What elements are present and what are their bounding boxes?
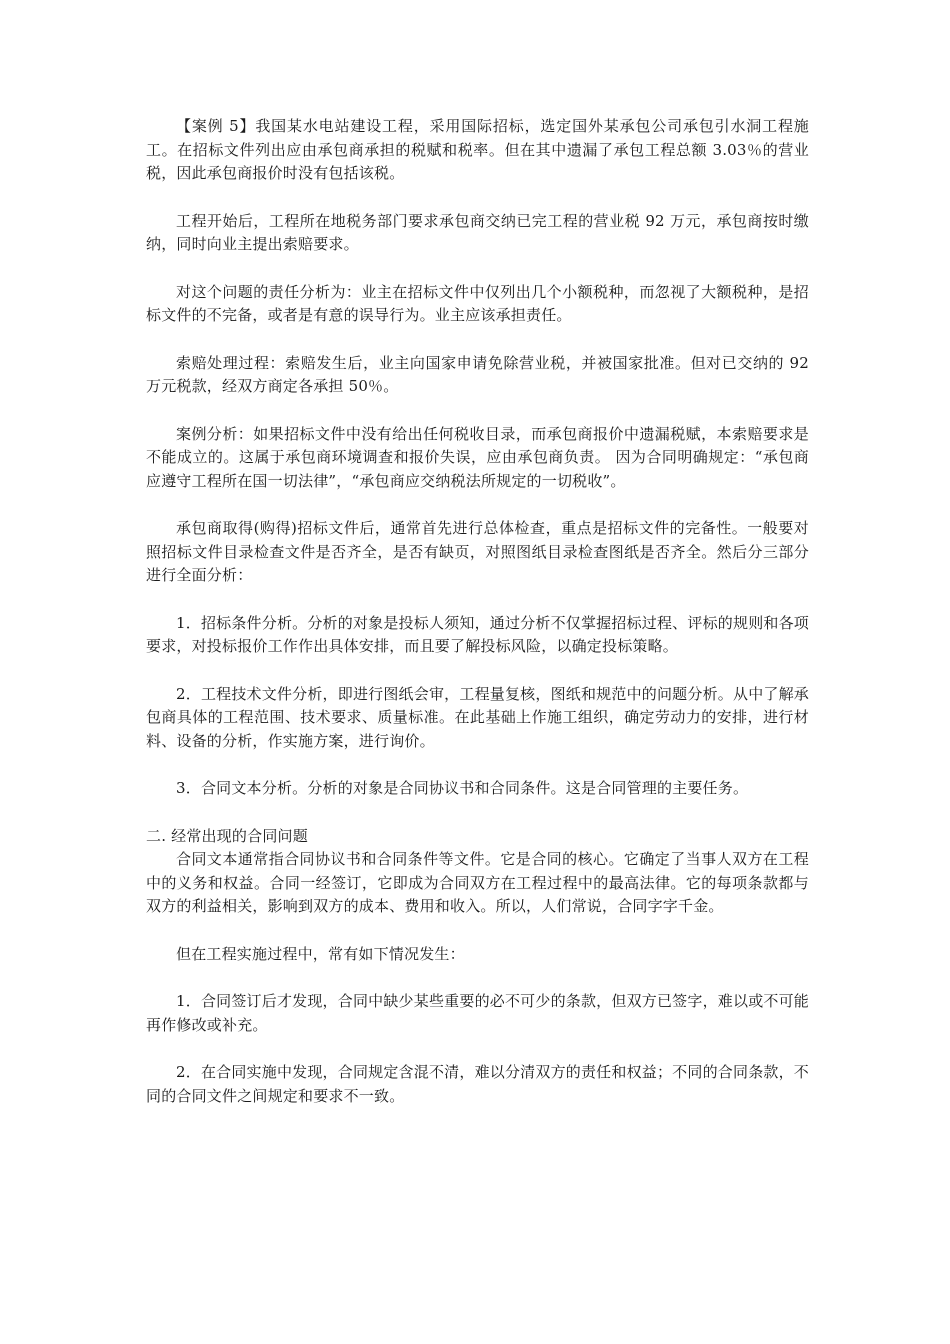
- responsibility-analysis-paragraph: 对这个问题的责任分析为：业主在招标文件中仅列出几个小额税种，而忽视了大额税种，是招标文件的不完备，或者是有意的误导行为。业主应该承担责任。: [146, 282, 809, 324]
- list-item-tender-conditions: 1．招标条件分析。分析的对象是投标人须知，通过分析不仅掌握招标过程、评标的规则和各项要求，对投标报价工作作出具体安排，而且要了解投标风险，以确定投标策略。: [146, 613, 809, 655]
- case-intro-paragraph: 【案例 5】我国某水电站建设工程，采用国际招标，选定国外某承包公司承包引水洞工程施工。在招标文件列出应由承包商承担的税赋和税率。但在其中遗漏了承包工程总额 3.03％的营业税，因此承包商报价时没有包括该税。: [146, 117, 809, 182]
- contract-text-paragraph: 合同文本通常指合同协议书和合同条件等文件。它是合同的核心。它确定了当事人双方在工程中的义务和权益。合同一经签订，它即成为合同双方在工程过程中的最高法律。它的每项条款都与双方的利益相关，影响到双方的成本、费用和收入。所以，人们常说，合同字字千金。: [146, 850, 809, 915]
- section-heading: 二. 经常出现的合同问题: [146, 826, 308, 845]
- case-analysis-paragraph: 案例分析：如果招标文件中没有给出任何税收目录，而承包商报价中遗漏税赋，本索赔要求是不能成立的。这属于承包商环境调查和报价失误，应由承包商负责。 因为合同明确规定：“承包商应遵守工程所在国一切法律”，“承包商应交纳税法所规定的一切税收”。: [146, 424, 809, 490]
- tax-demand-paragraph: 工程开始后，工程所在地税务部门要求承包商交纳已完工程的营业税 92 万元，承包商按时缴纳，同时向业主提出索赔要求。: [146, 211, 809, 253]
- list-item-contract-text: 3．合同文本分析。分析的对象是合同协议书和合同条件。这是合同管理的主要任务。: [176, 779, 749, 797]
- claim-process-paragraph: 索赔处理过程：索赔发生后，业主向国家申请免除营业税，并被国家批准。但对已交纳的 92 万元税款，经双方商定各承担 50％。: [146, 353, 809, 395]
- list-item-missing-clauses: 1．合同签订后才发现，合同中缺少某些重要的必不可少的条款，但双方已签字，难以或不可能再作修改或补充。: [146, 992, 809, 1034]
- situations-intro-paragraph: 但在工程实施过程中，常有如下情况发生：: [176, 944, 465, 963]
- list-item-technical-documents: 2．工程技术文件分析，即进行图纸会审，工程量复核，图纸和规范中的问题分析。从中了解承包商具体的工程范围、技术要求、质量标准。在此基础上作施工组织，确定劳动力的安排，进行材料、设备的分析，作实施方案，进行询价。: [146, 684, 809, 750]
- document-page: [146, 115, 809, 1132]
- tender-check-paragraph: 承包商取得(购得)招标文件后，通常首先进行总体检查，重点是招标文件的完备性。一般要对照招标文件目录检查文件是否齐全，是否有缺页，对照图纸目录检查图纸是否齐全。然后分三部分进行全面分析：: [146, 519, 809, 584]
- list-item-ambiguous-clauses: 2．在合同实施中发现，合同规定含混不清，难以分清双方的责任和权益；不同的合同条款，不同的合同文件之间规定和要求不一致。: [146, 1063, 809, 1105]
